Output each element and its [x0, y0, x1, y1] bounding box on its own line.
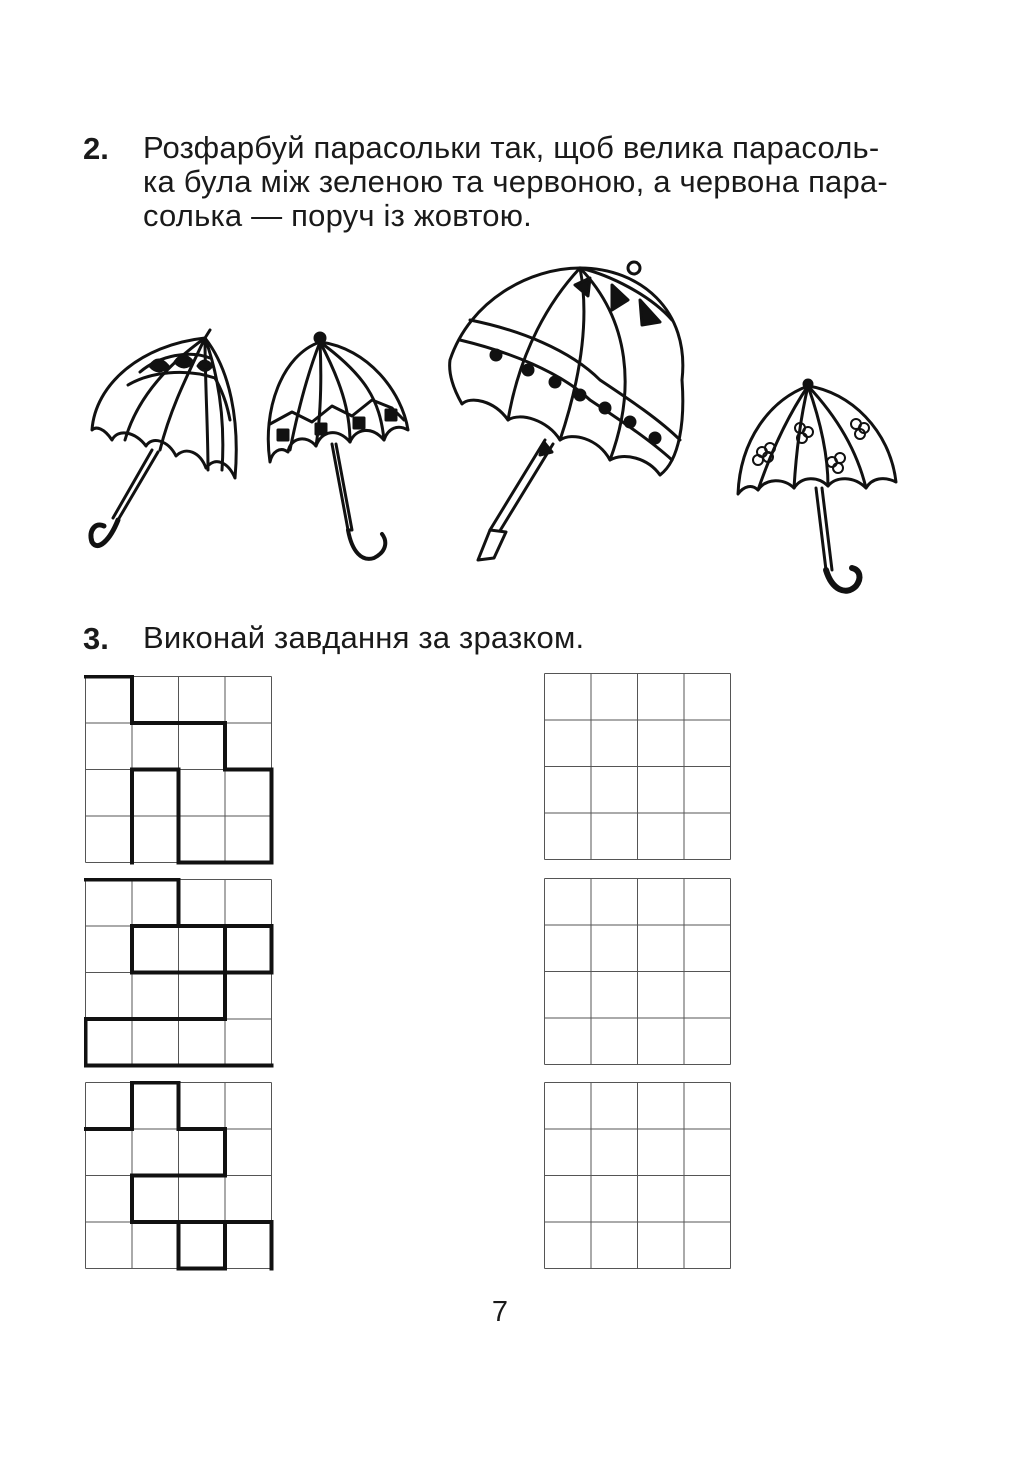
- task-3-number: 3.: [83, 621, 109, 656]
- page-number: 7: [491, 1296, 509, 1328]
- umbrella-3[interactable]: [450, 262, 683, 560]
- task-2-line-3: солька — поруч із жовтою.: [143, 198, 532, 233]
- task-2-line-1: Розфарбуй парасольки так, щоб велика парасоль-: [143, 130, 880, 165]
- task-2-number: 2.: [83, 131, 109, 166]
- sample-grid-1: [84, 675, 274, 865]
- umbrellas-illustration: [0, 240, 1034, 610]
- umbrella-4[interactable]: [738, 380, 896, 591]
- task-2-instructions: [143, 131, 888, 233]
- umbrella-2[interactable]: [268, 333, 408, 559]
- task-3-instructions: Виконай завдання за зразком.: [143, 620, 585, 655]
- answer-grid-3[interactable]: [543, 1081, 733, 1271]
- umbrella-1[interactable]: [91, 330, 236, 546]
- sample-grid-2: [84, 878, 274, 1068]
- answer-grid-2[interactable]: [543, 877, 733, 1067]
- sample-grid-3: [84, 1081, 274, 1271]
- answer-grid-1[interactable]: [543, 672, 733, 862]
- task-2-line-2: ка була між зеленою та червоною, а червона пара-: [143, 164, 888, 199]
